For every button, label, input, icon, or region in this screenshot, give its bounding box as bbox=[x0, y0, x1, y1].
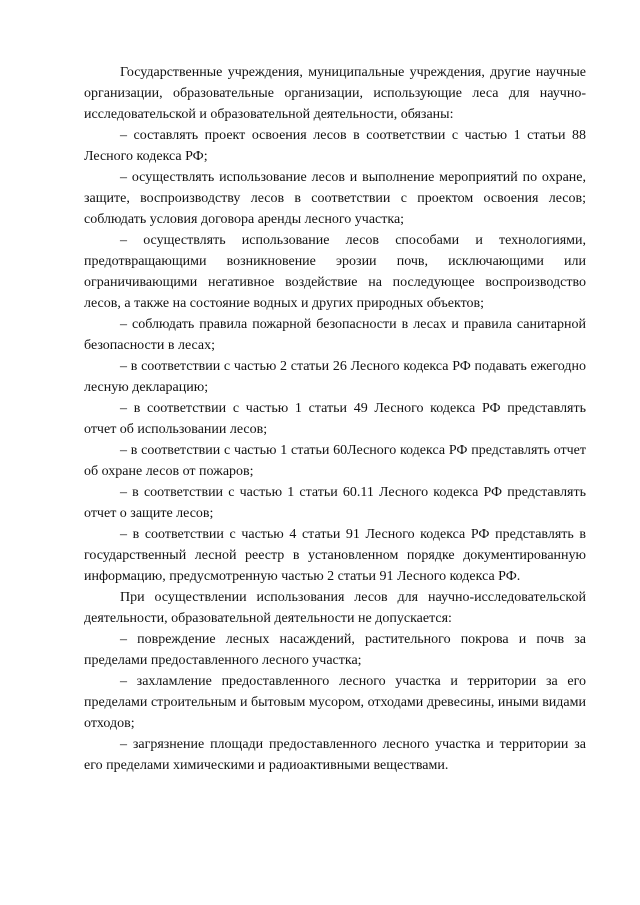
obligation-item: – в соответствии с частью 1 статьи 60Лесного кодекса РФ представлять отчет об охране лесов от пожаров; bbox=[84, 443, 586, 479]
obligation-item: – составлять проект освоения лесов в соответствии с частью 1 статьи 88 Лесного кодекса РФ; bbox=[84, 128, 586, 164]
obligation-item: – в соответствии с частью 1 статьи 49 Лесного кодекса РФ представлять отчет об использовании лесов; bbox=[84, 401, 586, 437]
obligation-item: – в соответствии с частью 2 статьи 26 Лесного кодекса РФ подавать ежегодно лесную декларацию; bbox=[84, 359, 586, 395]
prohibition-intro-paragraph: При осуществлении использования лесов для научно-исследовательской деятельности, образовательной деятельности не допускается: bbox=[84, 590, 586, 626]
obligation-item: – в соответствии с частью 1 статьи 60.11 Лесного кодекса РФ представлять отчет о защите лесов; bbox=[84, 485, 586, 521]
document-page bbox=[84, 62, 586, 776]
prohibition-item: – загрязнение площади предоставленного лесного участка и территории за его пределами химическими и радиоактивными веществами. bbox=[84, 737, 586, 773]
obligation-item: – в соответствии с частью 4 статьи 91 Лесного кодекса РФ представлять в государственный лесной реестр в установленном порядке документированную информацию, предусмотренную частью 2 статьи 91 Лесного кодекса РФ. bbox=[84, 527, 586, 584]
obligation-item: – осуществлять использование лесов и выполнение мероприятий по охране, защите, воспроизводству лесов в соответствии с проектом освоения лесов; соблюдать условия договора аренды лесного участка; bbox=[84, 170, 586, 227]
intro-paragraph: Государственные учреждения, муниципальные учреждения, другие научные организации, образовательные организации, использующие леса для научно-исследовательской и образовательной деятельности, обязаны: bbox=[84, 65, 586, 122]
obligation-item: – соблюдать правила пожарной безопасности в лесах и правила санитарной безопасности в лесах; bbox=[84, 317, 586, 353]
prohibition-item: – захламление предоставленного лесного участка и территории за его пределами строительным и бытовым мусором, отходами древесины, иными видами отходов; bbox=[84, 674, 586, 731]
obligation-item: – осуществлять использование лесов способами и технологиями, предотвращающими возникновение эрозии почв, исключающими или ограничивающими негативное воздействие на последующее воспроизводство лесов, а также на состояние водных и других природных объектов; bbox=[84, 233, 586, 311]
prohibition-item: – повреждение лесных насаждений, растительного покрова и почв за пределами предоставленного лесного участка; bbox=[84, 632, 586, 668]
